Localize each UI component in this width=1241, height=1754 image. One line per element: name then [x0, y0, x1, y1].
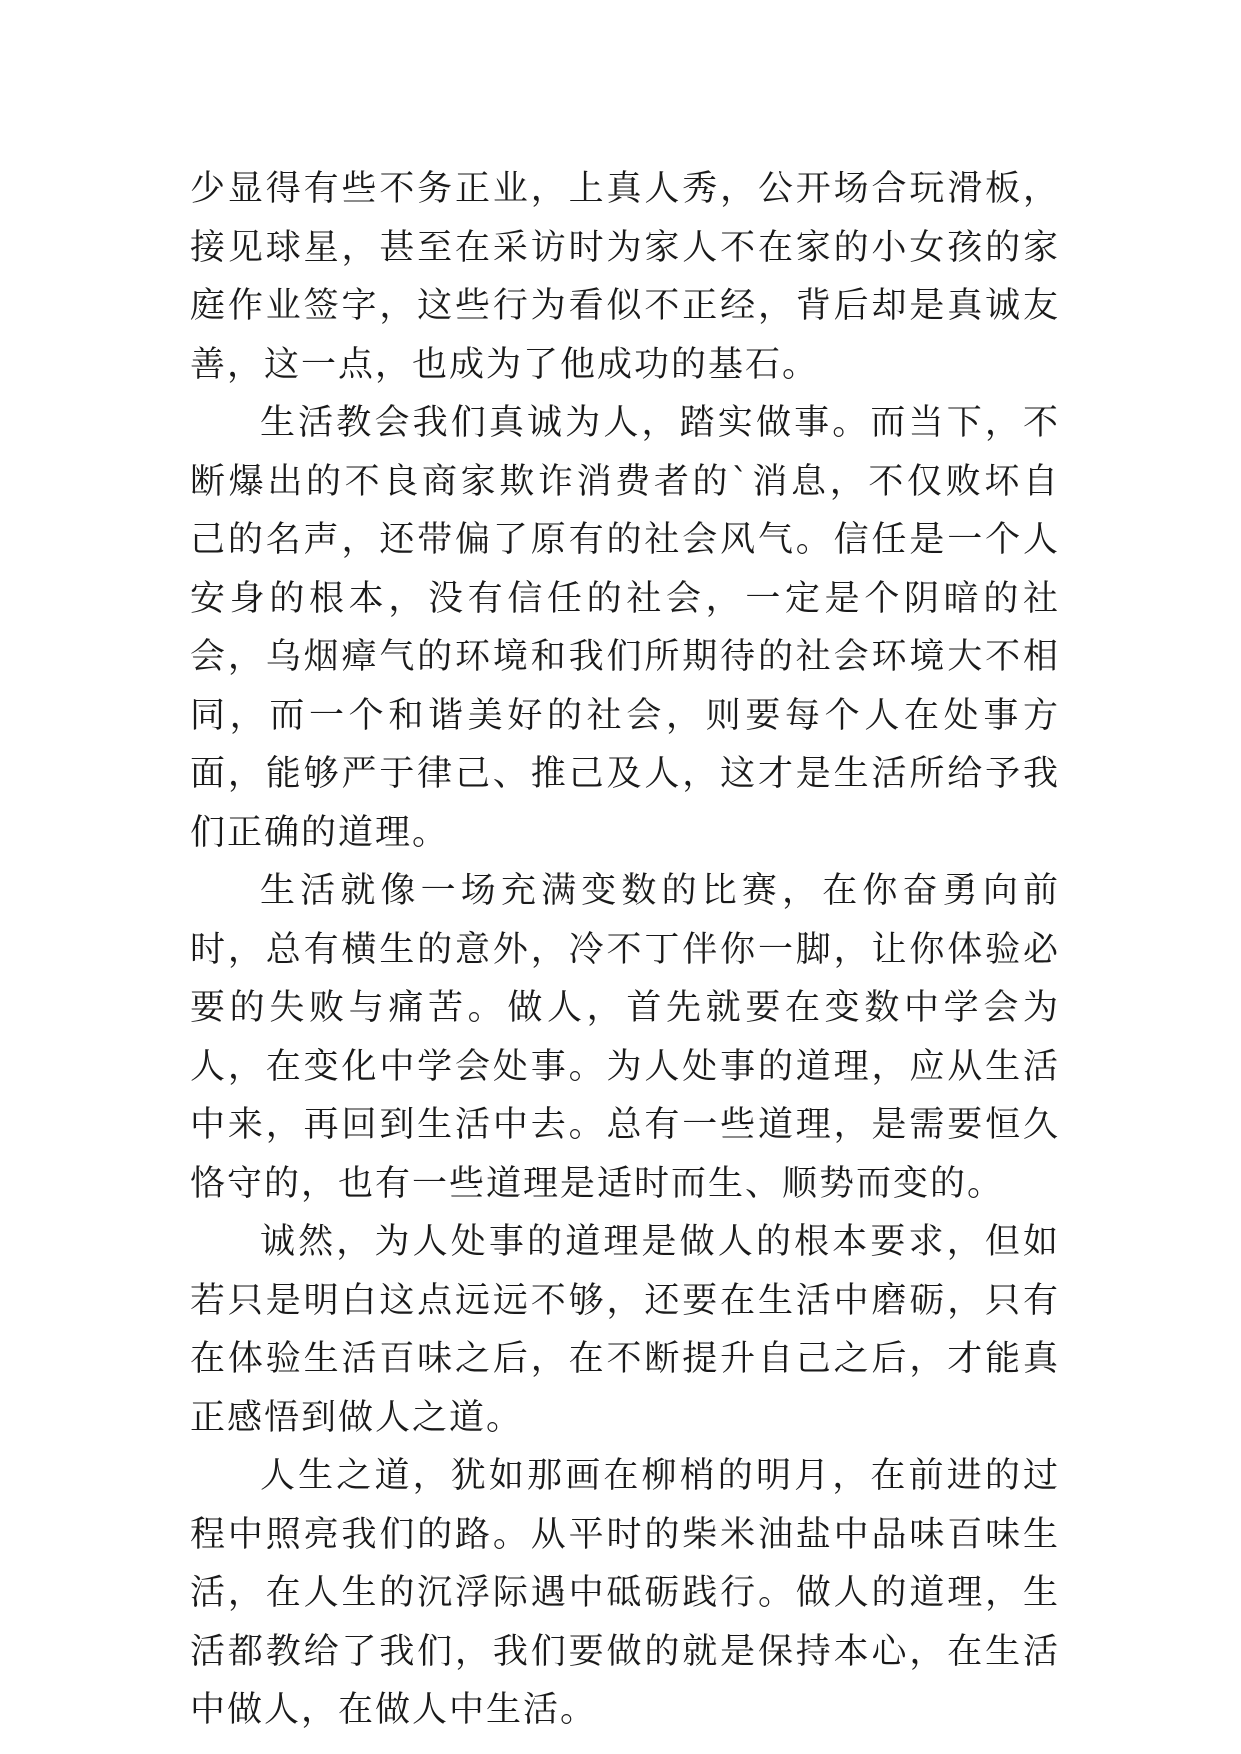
paragraph-1: 少显得有些不务正业，上真人秀，公开场合玩滑板，接见球星，甚至在采访时为家人不在家的小女孩的家庭作业签字，这些行为看似不正经，背后却是真诚友善，这一点，也成为了他成功的基石。 [190, 169, 1060, 385]
paragraph-4: 诚然，为人处事的道理是做人的根本要求，但如若只是明白这点远远不够，还要在生活中磨砺，只有在体验生活百味之后，在不断提升自己之后，才能真正感悟到做人之道。 [190, 1222, 1060, 1438]
paragraph-2: 生活教会我们真诚为人，踏实做事。而当下，不断爆出的不良商家欺诈消费者的`消息，不仅败坏自己的名声，还带偏了原有的社会风气。信任是一个人安身的根本，没有信任的社会，一定是个阴暗的社会，乌烟瘴气的环境和我们所期待的社会环境大不相同，而一个和谐美好的社会，则要每个人在处事方面，能够严于律己、推己及人，这才是生活所给予我们正确的道理。 [190, 403, 1060, 853]
document-body [190, 160, 1060, 1740]
paragraph-3: 生活就像一场充满变数的比赛，在你奋勇向前时，总有横生的意外，冷不丁伴你一脚，让你体验必要的失败与痛苦。做人，首先就要在变数中学会为人，在变化中学会处事。为人处事的道理，应从生活中来，再回到生活中去。总有一些道理，是需要恒久恪守的，也有一些道理是适时而生、顺势而变的。 [190, 871, 1060, 1204]
paragraph-5: 人生之道，犹如那画在柳梢的明月，在前进的过程中照亮我们的路。从平时的柴米油盐中品味百味生活，在人生的沉浮际遇中砥砺践行。做人的道理，生活都教给了我们，我们要做的就是保持本心，在生活中做人，在做人中生活。 [190, 1456, 1060, 1730]
